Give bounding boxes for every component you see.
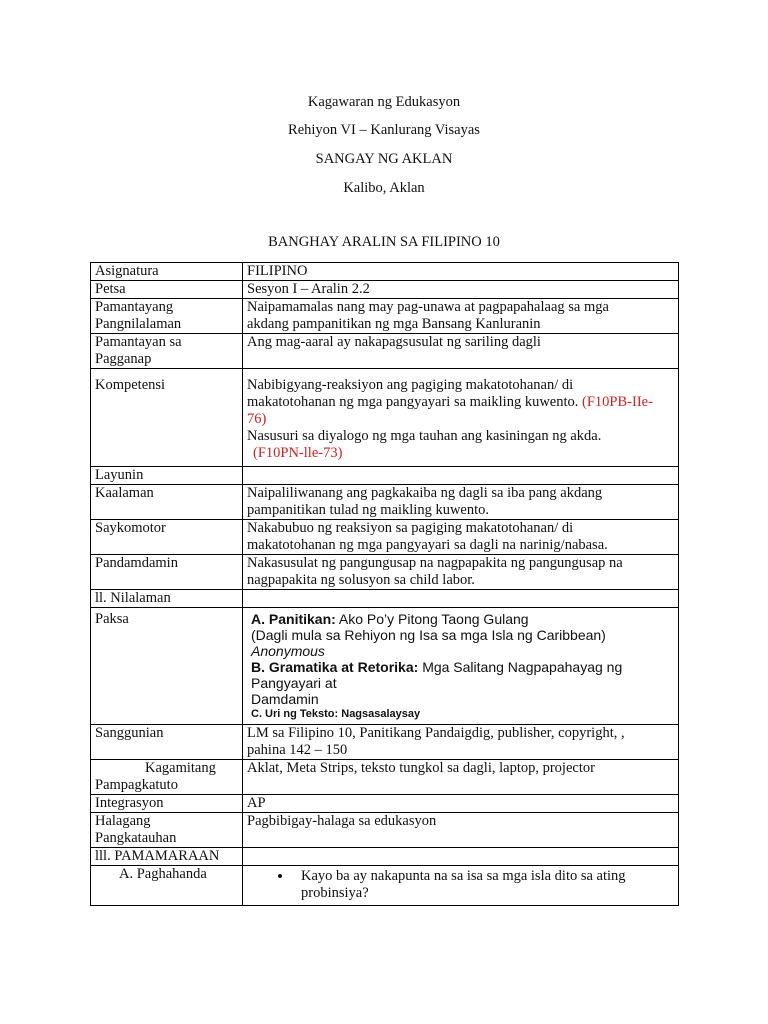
- document-title: BANGHAY ARALIN SA FILIPINO 10: [268, 234, 500, 250]
- kompetensi-text: makatotohanan ng mga pangyayari sa maikling kuwento.: [247, 394, 579, 410]
- kaalaman-value: [243, 485, 679, 520]
- integrasyon-value: AP: [243, 795, 679, 813]
- uri-ng-teksto: C. Uri ng Teksto: Nagsasalaysay: [251, 708, 421, 720]
- label-line: Halagang: [95, 813, 151, 829]
- bullet-text: Kayo ba ay nakapunta na sa isa sa mga isla dito sa ating: [301, 868, 626, 884]
- row-pamantayan-pagganap: [91, 334, 679, 369]
- gramatika-label: B. Gramatika at Retorika:: [251, 659, 419, 675]
- lesson-plan-table: [90, 262, 679, 906]
- kagamitang-label: [91, 760, 243, 795]
- paksa-label: Paksa: [91, 608, 243, 725]
- label-line: Pangnilalaman: [95, 316, 182, 332]
- halagang-label: [91, 813, 243, 848]
- panitikan-line: [251, 611, 672, 627]
- pandamdamin-value: [243, 555, 679, 590]
- row-pandamdamin: [91, 555, 679, 590]
- row-integrasyon: [91, 795, 679, 813]
- header-region: Rehiyon VI – Kanlurang Visayas: [288, 122, 480, 138]
- pamantayan-pagganap-label: [91, 334, 243, 369]
- value-line: makatotohanan ng mga pangyayari sa dagli na narinig/nabasa.: [247, 537, 608, 553]
- value-line: pampanitikan tulad ng maikling kuwento.: [247, 502, 490, 518]
- integrasyon-label: Integrasyon: [91, 795, 243, 813]
- row-layunin: [91, 467, 679, 485]
- layunin-label: Layunin: [91, 467, 243, 485]
- pamamaraan-value: [243, 848, 679, 866]
- value-line: pahina 142 – 150: [247, 742, 348, 758]
- paksa-value: [243, 608, 679, 725]
- asignatura-label: Asignatura: [91, 263, 243, 281]
- sanggunian-label: Sanggunian: [91, 725, 243, 760]
- competency-code: (F10PB-IIe-: [582, 394, 653, 410]
- kaalaman-label: Kaalaman: [91, 485, 243, 520]
- petsa-value: Sesyon I – Aralin 2.2: [243, 281, 679, 299]
- bullet-text: probinsiya?: [301, 885, 369, 901]
- pandamdamin-label: Pandamdamin: [91, 555, 243, 590]
- row-halagang: [91, 813, 679, 848]
- value-line: Naipamamalas nang may pag-unawa at pagpapahalaag sa mga: [247, 299, 609, 315]
- panitikan-title: Ako Po’y Pitong Taong Gulang: [338, 611, 529, 627]
- row-kompetensi: [91, 369, 679, 467]
- halagang-value: Pagbibigay-halaga sa edukasyon: [243, 813, 679, 848]
- row-asignatura: [91, 263, 679, 281]
- label-line: Kagamitang: [145, 760, 216, 776]
- value-line: [247, 394, 674, 411]
- gramatika-value-line: Damdamin: [251, 691, 319, 707]
- row-paksa: [91, 608, 679, 725]
- petsa-label: Petsa: [91, 281, 243, 299]
- row-pamantayang-pangnilalaman: [91, 299, 679, 334]
- value-line: Nasusuri sa diyalogo ng mga tauhan ang kasiningan ng akda.: [247, 428, 602, 444]
- pamamaraan-label: lll. PAMAMARAAN: [91, 848, 243, 866]
- saykomotor-label: Saykomotor: [91, 520, 243, 555]
- header-division: SANGAY NG AKLAN: [315, 151, 453, 167]
- value-line: Nakabubuo ng reaksiyon sa pagiging makatotohanan/ di: [247, 520, 574, 536]
- panitikan-source: (Dagli mula sa Rehiyon ng Isa sa mga Isla ng Caribbean): [251, 627, 606, 643]
- kompetensi-value: [243, 369, 679, 467]
- paghahanda-value: [243, 866, 679, 906]
- sanggunian-value: [243, 725, 679, 760]
- value-line: LM sa Filipino 10, Panitikang Pandaigdig, publisher, copyright, ,: [247, 725, 625, 741]
- bullet-list: [247, 868, 674, 902]
- asignatura-value: FILIPINO: [243, 263, 679, 281]
- gramatika-value-line: Pangyayari at: [251, 675, 337, 691]
- kagamitang-value: Aklat, Meta Strips, teksto tungkol sa dagli, laptop, projector: [243, 760, 679, 795]
- row-petsa: [91, 281, 679, 299]
- row-paghahanda: [91, 866, 679, 906]
- value-line: nagpapakita ng solusyon sa child labor.: [247, 572, 475, 588]
- label-line: Pagganap: [95, 351, 152, 367]
- pamantayan-pagganap-value: Ang mag-aaral ay nakapagsusulat ng sariling dagli: [243, 334, 679, 369]
- value-line: akdang pampanitikan ng mga Bansang Kanluranin: [247, 316, 541, 332]
- panitikan-author: Anonymous: [251, 643, 325, 659]
- pamantayang-pangnilalaman-value: [243, 299, 679, 334]
- row-pamamaraan: [91, 848, 679, 866]
- header-department: Kagawaran ng Edukasyon: [307, 94, 461, 110]
- label-line: Pampagkatuto: [95, 777, 178, 793]
- label-line: Pamantayang: [95, 299, 174, 315]
- nilalaman-value: [243, 590, 679, 608]
- layunin-value: [243, 467, 679, 485]
- paghahanda-label: A. Paghahanda: [91, 866, 243, 906]
- value-line: Nakasusulat ng pangungusap na nagpapakita ng pangungusap na: [247, 555, 623, 571]
- row-kagamitang: [91, 760, 679, 795]
- list-item: [293, 868, 674, 902]
- gramatika-value: Mga Salitang Nagpapahayag ng: [422, 659, 623, 675]
- value-line: Naipaliliwanang ang pagkakaiba ng dagli sa iba pang akdang: [247, 485, 603, 501]
- competency-code: (F10PN-lle-73): [253, 445, 343, 461]
- value-line: Nabibigyang-reaksiyon ang pagiging makatotohanan/ di: [247, 377, 574, 393]
- pamantayang-pangnilalaman-label: [91, 299, 243, 334]
- row-kaalaman: [91, 485, 679, 520]
- header-location: Kalibo, Aklan: [343, 180, 425, 196]
- row-saykomotor: [91, 520, 679, 555]
- nilalaman-label: ll. Nilalaman: [91, 590, 243, 608]
- gramatika-line: [251, 659, 672, 675]
- saykomotor-value: [243, 520, 679, 555]
- panitikan-label: A. Panitikan:: [251, 611, 336, 627]
- label-line: Pamantayan sa: [95, 334, 182, 350]
- row-nilalaman: [91, 590, 679, 608]
- competency-code: 76): [247, 411, 267, 427]
- label-line: Pangkatauhan: [95, 830, 177, 846]
- kompetensi-label: Kompetensi: [91, 369, 243, 467]
- row-sanggunian: [91, 725, 679, 760]
